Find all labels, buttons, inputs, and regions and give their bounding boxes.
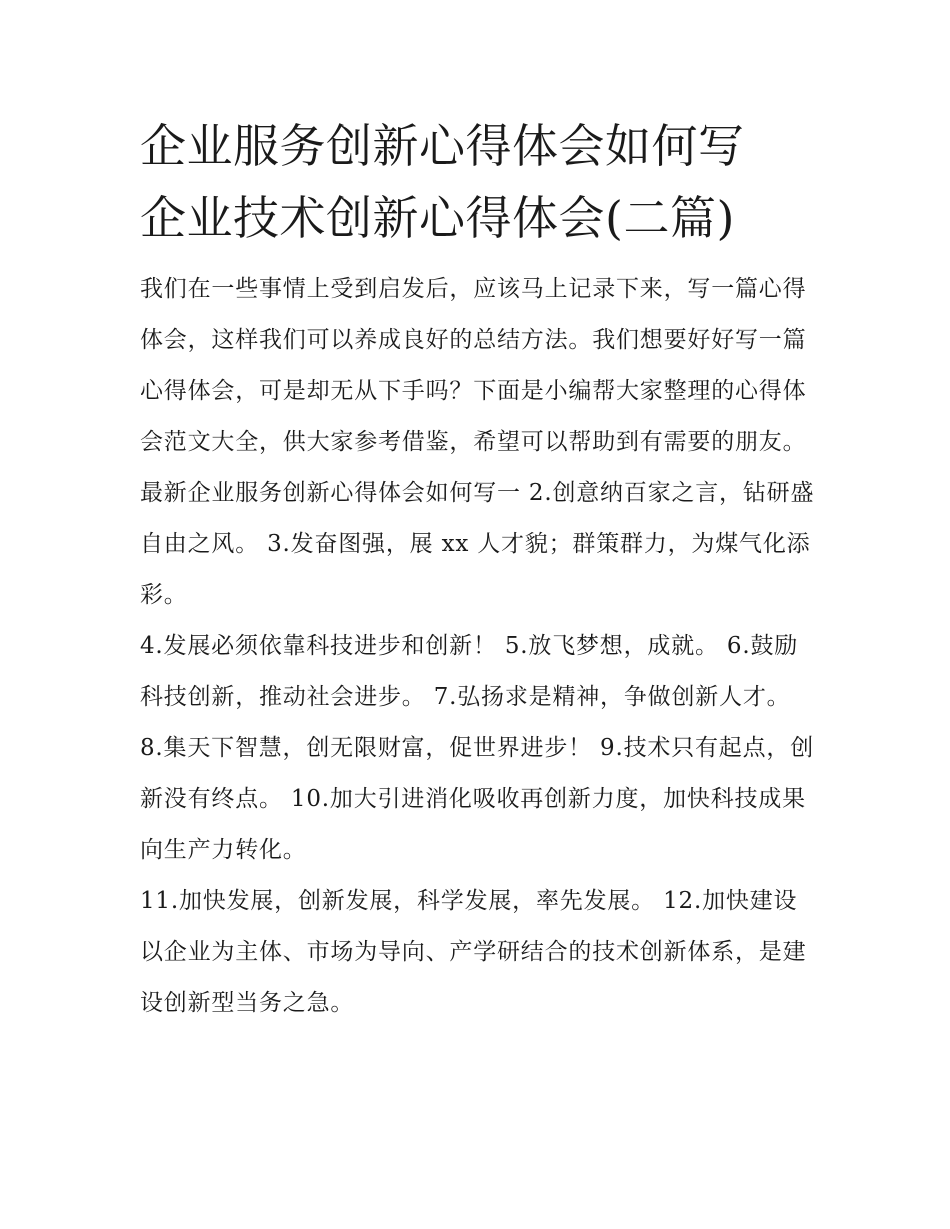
document-page (140, 110, 820, 1029)
body-paragraph-1: 最新企业服务创新心得体会如何写一 2.创意纳百家之言，钻研盛自由之风。 3.发奋图强，展 xx 人才貌；群策群力，为煤气化添彩。 (140, 480, 815, 608)
body-paragraph-2: 4.发展必须依靠科技进步和创新！ 5.放飞梦想，成就。 6.鼓励科技创新，推动社会进步。 7.弘扬求是精神，争做创新人才。 8.集天下智慧，创无限财富，促世界进步！ 9.技术只有起点，创新没有终点。 10.加大引进消化吸收再创新力度，加快科技成果向生产力转化。 (140, 633, 814, 863)
body-paragraph-3: 11.加快发展，创新发展，科学发展，率先发展。 12.加快建设以企业为主体、市场为导向、产学研结合的技术创新体系，是建设创新型当务之急。 (140, 888, 807, 1016)
document-title: 企业服务创新心得体会如何写 企业技术创新心得体会(二篇) (140, 119, 745, 245)
intro-paragraph: 我们在一些事情上受到启发后，应该马上记录下来，写一篇心得体会，这样我们可以养成良好的总结方法。我们想要好好写一篇心得体会，可是却无从下手吗？下面是小编帮大家整理的心得体会范文大全，供大家参考借鉴，希望可以帮助到有需要的朋友。 (140, 276, 807, 455)
